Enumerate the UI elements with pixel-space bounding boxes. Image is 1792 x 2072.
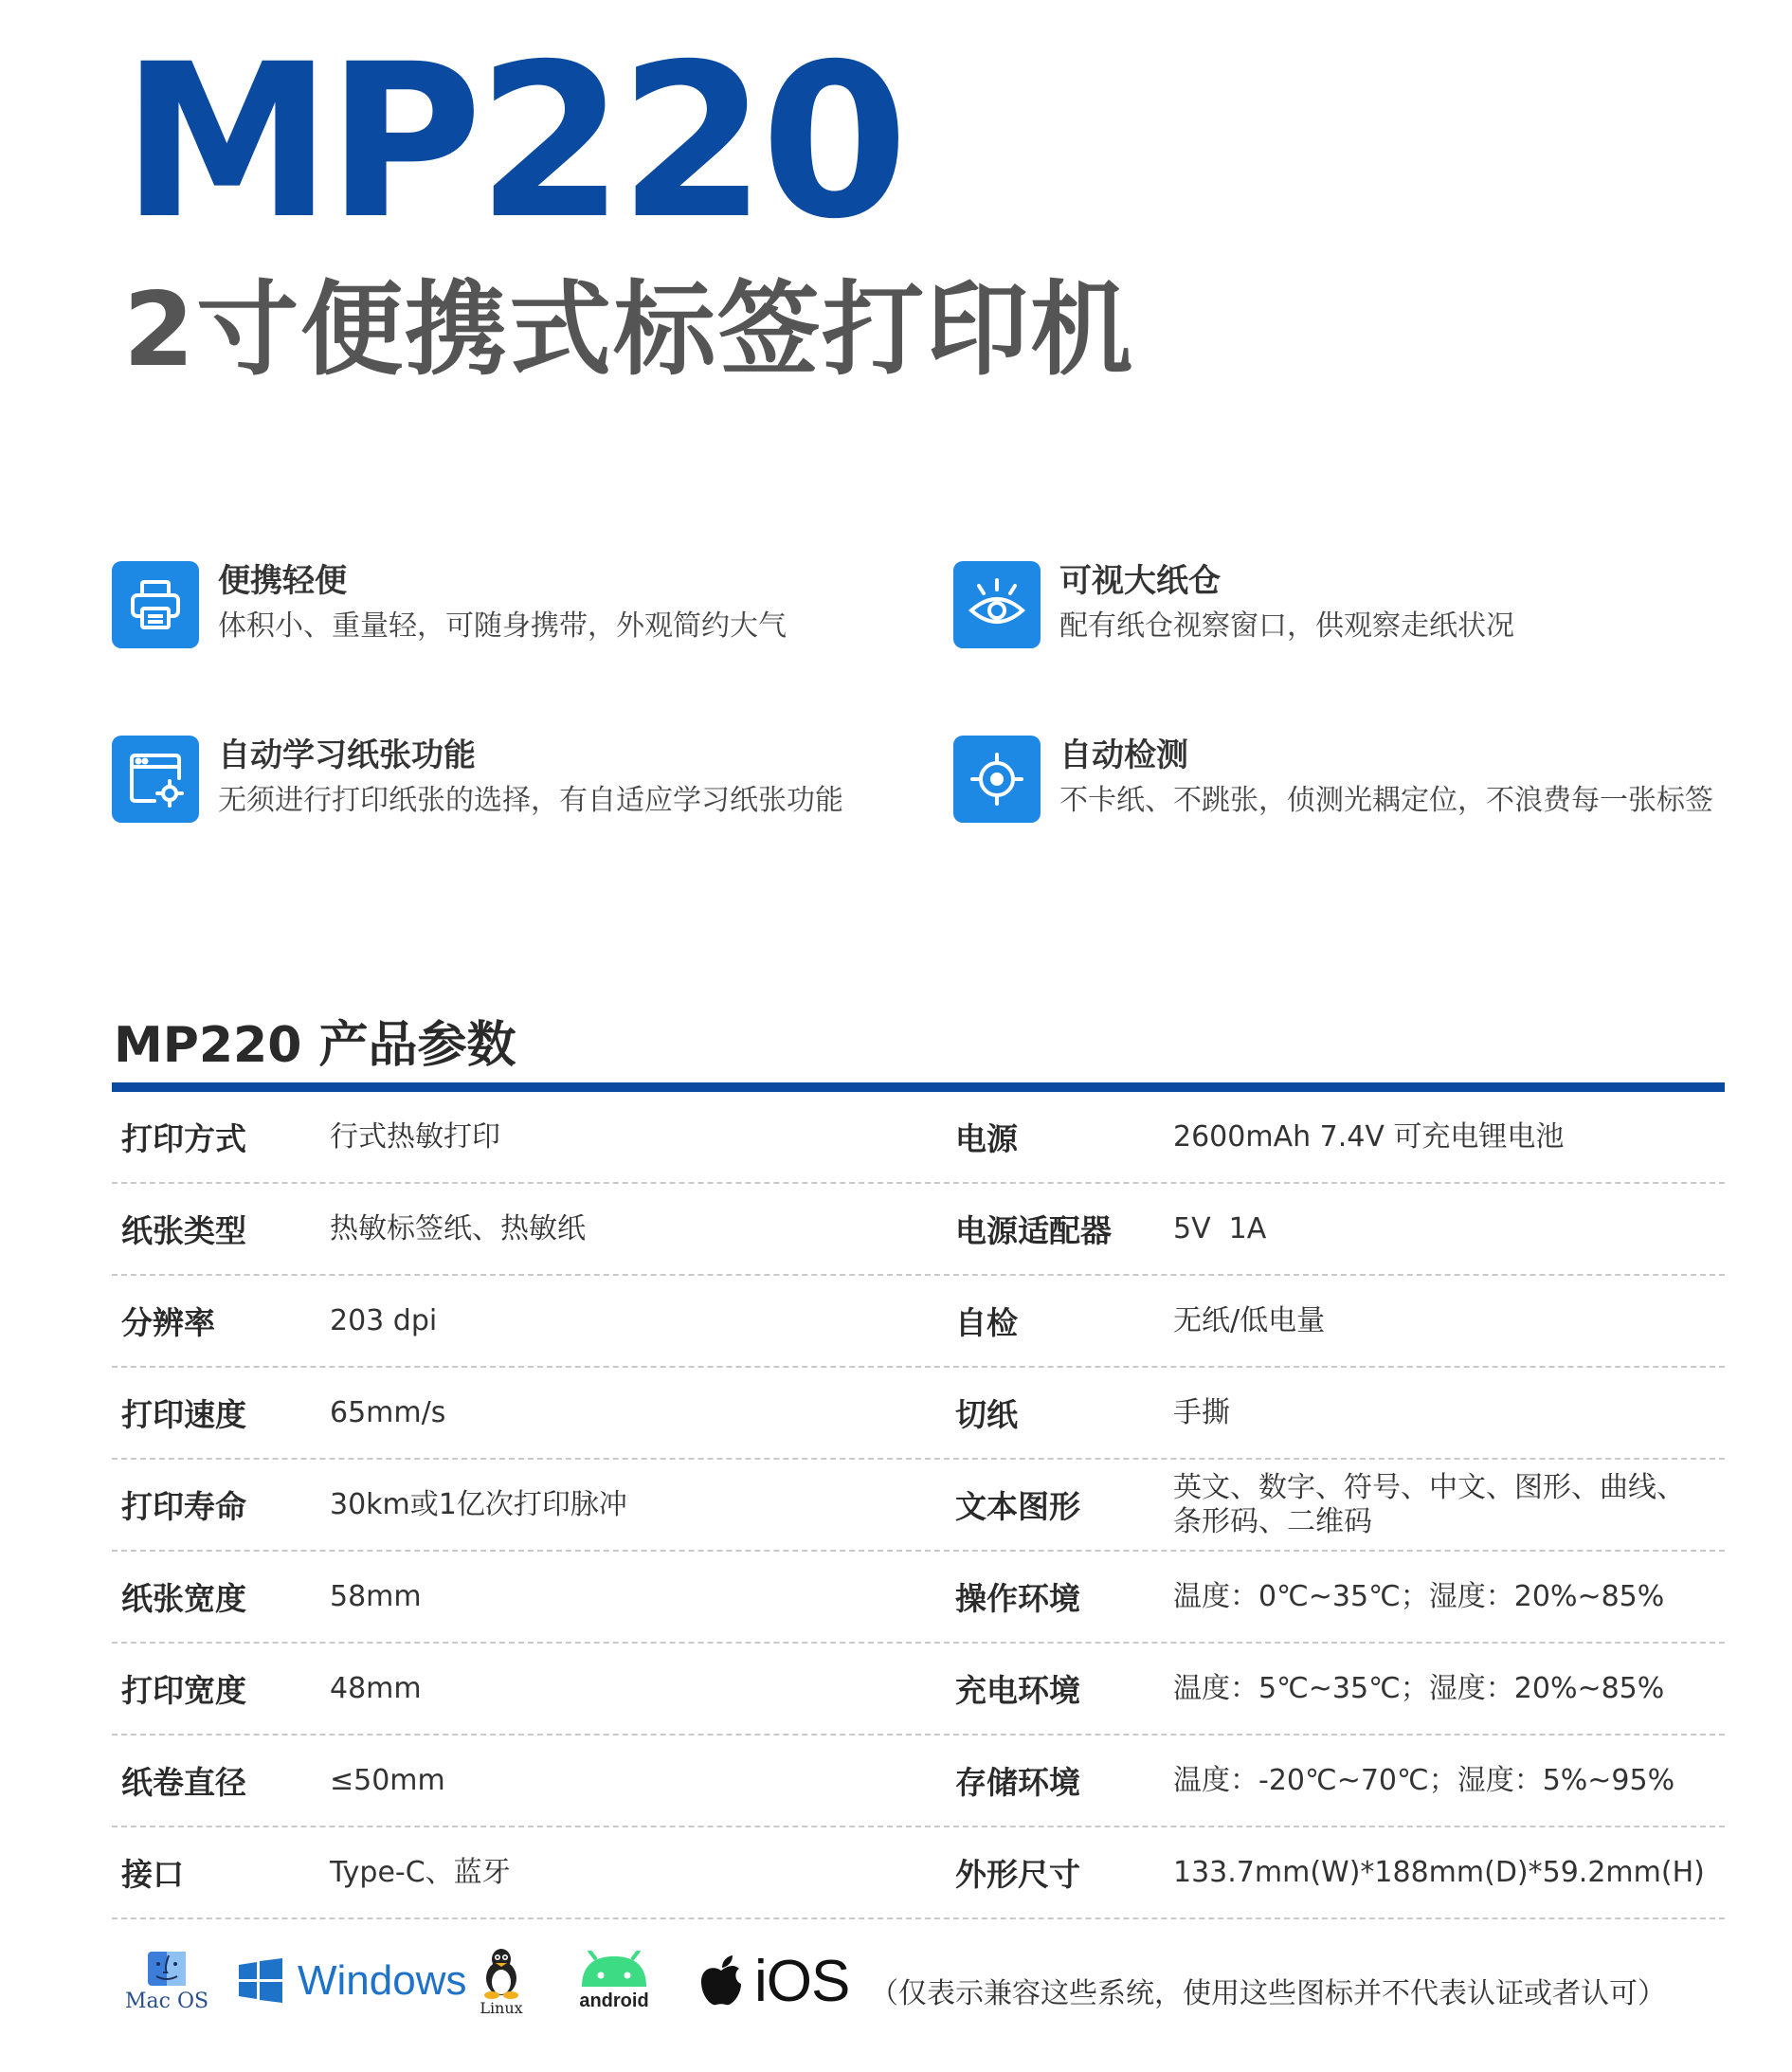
table-row [112,1552,1725,1644]
spec-value: 65mm/s [330,1395,446,1429]
spec-label: 电源 [955,1120,1018,1157]
eye-icon [953,561,1041,648]
table-row [112,1460,1725,1552]
linux-penguin-icon [479,1946,524,1999]
spec-value: 手撕 [1173,1395,1230,1429]
android-label: android [579,1990,649,2011]
model-title: MP220 [121,18,903,265]
feature-visible-paper [953,561,1514,648]
macos-logo [125,1934,208,2028]
spec-value: 133.7mm(W)*188mm(D)*59.2mm(H) [1173,1855,1705,1889]
spec-label: 分辨率 [121,1304,215,1341]
macos-label: Mac OS [125,1989,209,2013]
spec-value: 无纸/低电量 [1173,1303,1326,1337]
spec-label: 纸张类型 [121,1212,246,1249]
spec-value: 5V 1A [1173,1211,1267,1245]
spec-value: 英文、数字、符号、中文、图形、曲线、条形码、二维码 [1173,1470,1685,1538]
feature-desc: 体积小、重量轻，可随身携带，外观简约大气 [218,609,787,643]
spec-value: 温度：0℃~35℃；湿度：20%~85% [1173,1579,1665,1613]
android-logo [578,1934,650,2028]
printer-icon [112,561,199,648]
ios-label: iOS [754,1948,850,2014]
feature-title: 可视大纸仓 [1059,562,1221,600]
spec-label: 纸卷直径 [121,1764,246,1801]
linux-label: Linux [480,1998,523,2017]
spec-label: 打印寿命 [121,1488,246,1525]
spec-value: 热敏标签纸、热敏纸 [330,1211,586,1245]
spec-value: 203 dpi [330,1303,438,1337]
spec-value: 行式热敏打印 [330,1119,500,1154]
spec-value: ≤50mm [330,1763,445,1797]
spec-label: 自检 [955,1304,1018,1341]
spec-label: 操作环境 [955,1580,1080,1617]
windows-icon [237,1957,284,2005]
spec-label: 电源适配器 [955,1212,1112,1249]
compatibility-note: （仅表示兼容这些系统，使用这些图标并不代表认证或者认可） [870,1977,1666,2010]
feature-title: 便携轻便 [218,562,347,600]
spec-label: 纸张宽度 [121,1580,246,1617]
table-row [112,1736,1725,1827]
spec-table [112,1092,1725,1919]
feature-portable [112,561,787,648]
table-row [112,1092,1725,1184]
macos-finder-icon [146,1950,188,1988]
table-row [112,1276,1725,1368]
spec-label: 充电环境 [955,1672,1080,1709]
spec-label: 打印宽度 [121,1672,246,1709]
feature-desc: 配有纸仓视察窗口，供观察走纸状况 [1059,609,1514,643]
table-row [112,1368,1725,1460]
spec-label: 存储环境 [955,1764,1080,1801]
windows-label: Windows [298,1957,467,2004]
target-icon [953,736,1041,823]
table-row [112,1184,1725,1276]
feature-auto-detect [953,736,1713,823]
feature-desc: 不卡纸、不跳张，侦测光耦定位，不浪费每一张标签 [1059,784,1713,817]
feature-auto-learn [112,736,843,823]
android-icon [578,1951,650,1989]
settings-window-icon [112,736,199,823]
spec-value: 48mm [330,1671,422,1705]
product-subtitle: 2寸便携式标签打印机 [123,271,1135,390]
feature-desc: 无须进行打印纸张的选择，有自适应学习纸张功能 [218,784,843,817]
table-row [112,1827,1725,1919]
spec-label: 外形尺寸 [955,1856,1080,1893]
spec-divider-bar [112,1082,1725,1092]
spec-value: Type-C、蓝牙 [330,1855,511,1889]
spec-value: 58mm [330,1579,422,1613]
spec-section-title: MP220 产品参数 [114,1017,516,1074]
ios-logo [699,1934,849,2028]
table-row [112,1644,1725,1736]
spec-label: 打印方式 [121,1120,246,1157]
spec-label: 接口 [121,1856,184,1893]
apple-icon [699,1955,743,2007]
spec-value: 2600mAh 7.4V 可充电锂电池 [1173,1119,1565,1154]
spec-label: 切纸 [955,1396,1018,1433]
spec-value: 温度：-20℃~70℃；湿度：5%~95% [1173,1763,1675,1797]
feature-title: 自动检测 [1059,736,1188,774]
spec-value: 温度：5℃~35℃；湿度：20%~85% [1173,1671,1665,1705]
windows-logo [237,1934,467,2028]
spec-value: 30km或1亿次打印脉冲 [330,1487,627,1521]
linux-logo [479,1934,524,2028]
feature-title: 自动学习纸张功能 [218,736,476,774]
spec-label: 打印速度 [121,1396,246,1433]
spec-label: 文本图形 [955,1488,1080,1525]
